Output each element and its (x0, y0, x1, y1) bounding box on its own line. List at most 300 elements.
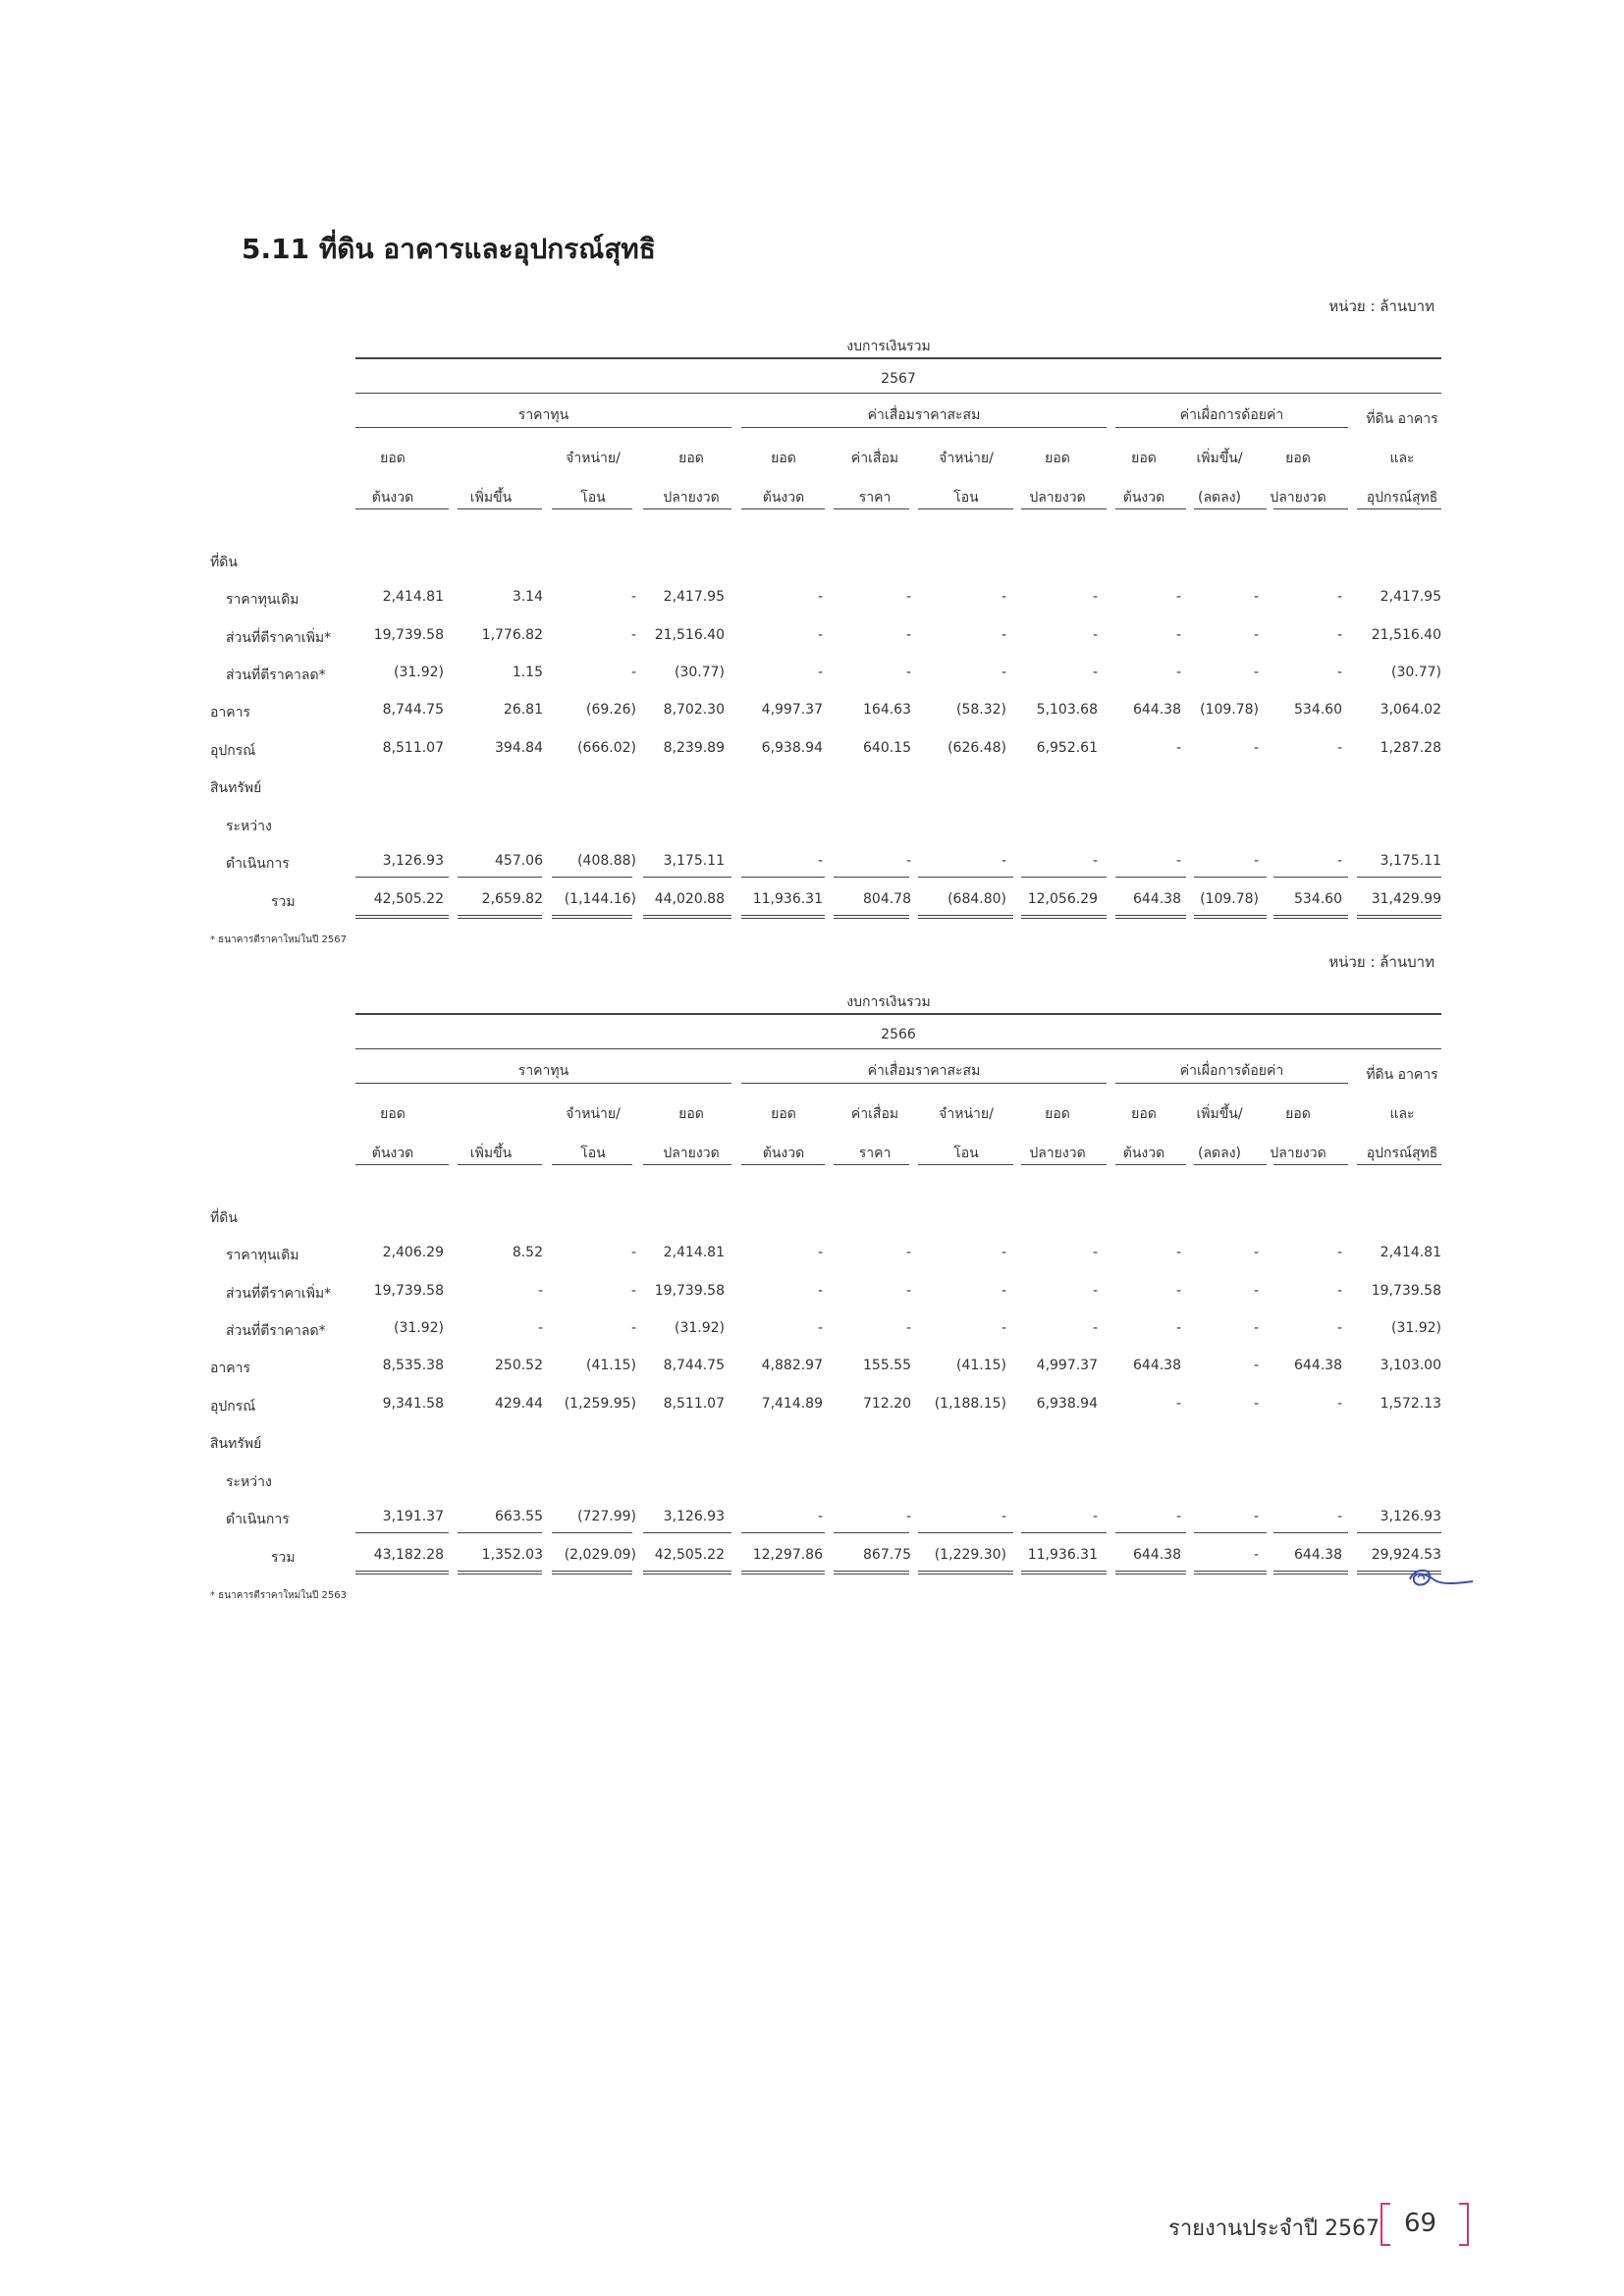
table-cell: 8,702.30 (663, 702, 725, 718)
column-header-line-1: ยอด (1285, 451, 1311, 466)
table-cell: 42,505.22 (373, 891, 444, 907)
total-double-rule (1357, 915, 1441, 919)
year-label: 2567 (881, 371, 916, 387)
column-header-line-1: เพิ่มขึ้น/ (1196, 451, 1243, 466)
table-cell: - (817, 665, 823, 680)
table-cell: - (1175, 665, 1181, 680)
column-header-rule (355, 1164, 449, 1165)
subtotal-rule (918, 877, 1013, 878)
column-header-rule (643, 508, 731, 509)
column-header-rule (355, 508, 449, 509)
total-double-rule (355, 915, 449, 919)
table-cell: 644.38 (1133, 1547, 1181, 1563)
table-cell: - (1092, 1509, 1098, 1524)
row-label: ดำเนินการ (226, 1512, 290, 1527)
table-cell: - (817, 1320, 823, 1336)
table-cell: - (1092, 1320, 1098, 1336)
table-cell: 31,429.99 (1371, 891, 1441, 907)
subtotal-rule (1115, 877, 1186, 878)
column-header-line-1: ยอด (1131, 451, 1157, 466)
table-cell: 11,936.31 (752, 891, 823, 907)
table-cell: (31.92) (1390, 1320, 1441, 1336)
row-label: ที่ดิน (210, 1210, 238, 1226)
total-double-rule (741, 915, 825, 919)
total-double-rule (1194, 1571, 1267, 1575)
table-cell: 1,572.13 (1380, 1396, 1441, 1412)
table-cell: - (537, 1320, 543, 1336)
total-double-rule (918, 1571, 1013, 1575)
table-cell: - (1092, 589, 1098, 605)
table-cell: - (905, 1245, 911, 1260)
table-cell: (666.02) (577, 740, 636, 756)
row-label: รวม (271, 894, 296, 910)
row-label: อาคาร (210, 1361, 251, 1376)
table-cell: 644.38 (1133, 702, 1181, 718)
table-cell: - (630, 665, 636, 680)
table-cell: - (1253, 665, 1259, 680)
table-cell: 6,938.94 (1036, 1396, 1098, 1412)
column-header-line-2: (ลดลง) (1197, 490, 1242, 506)
column-header-line-1: จำหน่าย/ (566, 451, 621, 466)
table-cell: 429.44 (495, 1396, 543, 1412)
table-cell: - (1336, 589, 1342, 605)
column-header-line-2: ราคา (858, 1146, 892, 1161)
subtotal-rule (1194, 1532, 1267, 1533)
table-cell: 457.06 (495, 853, 543, 869)
table-cell: 712.20 (863, 1396, 911, 1412)
table-cell: 19,739.58 (1371, 1283, 1441, 1299)
column-header-line-1: ยอด (1131, 1106, 1157, 1122)
total-double-rule (918, 915, 1013, 919)
table-cell: - (1092, 1283, 1098, 1299)
column-header-line-2: ปลายงวด (1270, 1146, 1326, 1161)
table-cell: 3,126.93 (663, 1509, 725, 1524)
table-cell: 644.38 (1294, 1547, 1342, 1563)
table-cell: - (630, 1245, 636, 1260)
row-label: อุปกรณ์ (210, 743, 256, 759)
table-cell: - (1336, 1283, 1342, 1299)
table-cell: (109.78) (1200, 702, 1259, 718)
total-double-rule (1021, 915, 1107, 919)
column-header-line-2: ปลายงวด (1029, 490, 1086, 506)
table-cell: - (1253, 1396, 1259, 1412)
column-header-line-1: ยอด (678, 451, 704, 466)
column-header-rule (1194, 1164, 1267, 1165)
statement-title: งบการเงินรวม (846, 339, 931, 354)
column-header-line-2: ปลายงวด (663, 1146, 720, 1161)
year-label: 2566 (881, 1027, 916, 1042)
column-header-rule (1021, 1164, 1107, 1165)
table-cell: 3,175.11 (1380, 853, 1441, 869)
table-cell: 155.55 (863, 1358, 911, 1373)
page-bracket-right (1459, 2203, 1469, 2246)
table-cell: (31.92) (393, 1320, 444, 1336)
column-header-line-2: โอน (580, 490, 606, 506)
group-rule (741, 427, 1107, 428)
table-cell: (41.15) (955, 1358, 1006, 1373)
total-double-rule (458, 915, 542, 919)
total-double-rule (552, 915, 632, 919)
table-cell: 2,406.29 (382, 1245, 444, 1260)
table-cell: 6,938.94 (761, 740, 823, 756)
table-cell: - (817, 1245, 823, 1260)
page-bracket-left (1380, 2203, 1390, 2246)
table-cell: - (1001, 1283, 1006, 1299)
total-double-rule (834, 915, 909, 919)
table-cell: (41.15) (585, 1358, 636, 1373)
column-header-rule (1357, 508, 1441, 509)
group-rule (355, 1083, 731, 1084)
table-cell: 42,505.22 (654, 1547, 725, 1563)
year-rule (355, 393, 1441, 394)
table-cell: 2,659.82 (481, 891, 543, 907)
table-cell: - (1253, 1283, 1259, 1299)
table-cell: 3,191.37 (382, 1509, 444, 1524)
row-label: สินทรัพย์ (210, 780, 262, 796)
subtotal-rule (643, 877, 731, 878)
table-cell: (1,144.16) (564, 891, 636, 907)
table-cell: - (905, 1509, 911, 1524)
subtotal-rule (458, 1532, 542, 1533)
row-label: ส่วนที่ตีราคาเพิ่ม* (226, 630, 332, 646)
table-cell: - (1253, 1547, 1259, 1563)
column-header-line-2: (ลดลง) (1197, 1146, 1242, 1161)
column-header-line-1: ยอด (678, 1106, 704, 1122)
group-header: ค่าเผื่อการด้อยค่า (1179, 1063, 1284, 1079)
net-header-line-3: อุปกรณ์สุทธิ (1366, 1146, 1438, 1161)
table-cell: 26.81 (503, 702, 543, 718)
table-cell: - (1175, 740, 1181, 756)
table-cell: (684.80) (947, 891, 1006, 907)
table-cell: 640.15 (863, 740, 911, 756)
total-double-rule (1273, 1571, 1348, 1575)
total-double-rule (834, 1571, 909, 1575)
group-rule (355, 427, 731, 428)
table-cell: 3,175.11 (663, 853, 725, 869)
total-double-rule (1194, 915, 1267, 919)
table-cell: - (817, 1283, 823, 1299)
subtotal-rule (1273, 877, 1348, 878)
table-cell: 1,776.82 (481, 627, 543, 643)
table-cell: 1,287.28 (1380, 740, 1441, 756)
group-header: ราคาทุน (517, 1063, 569, 1079)
column-header-line-1: ค่าเสื่อม (850, 451, 899, 466)
total-double-rule (643, 915, 731, 919)
column-header-line-2: ปลายงวด (1029, 1146, 1086, 1161)
unit-label: หน่วย : ล้านบาท (1328, 953, 1435, 971)
subtotal-rule (552, 1532, 632, 1533)
total-double-rule (458, 1571, 542, 1575)
table-cell: 5,103.68 (1036, 702, 1098, 718)
column-header-line-2: โอน (580, 1146, 606, 1161)
subtotal-rule (1021, 877, 1107, 878)
group-header: ค่าเสื่อมราคาสะสม (867, 407, 981, 423)
row-label: ระหว่าง (226, 1474, 272, 1490)
column-header-rule (1115, 1164, 1186, 1165)
page-number: 69 (1404, 2209, 1437, 2238)
table-cell: 394.84 (495, 740, 543, 756)
column-header-line-2: เพิ่มขึ้น (469, 1146, 513, 1161)
table-cell: - (905, 1283, 911, 1299)
table-cell: 8,239.89 (663, 740, 725, 756)
subtotal-rule (458, 877, 542, 878)
table-cell: - (1001, 589, 1006, 605)
column-header-rule (1115, 508, 1186, 509)
column-header-line-2: เพิ่มขึ้น (469, 490, 513, 506)
footnote: * ธนาคารตีราคาใหม่ในปี 2563 (210, 1590, 347, 1601)
table-cell: - (1092, 665, 1098, 680)
column-header-line-1: จำหน่าย/ (939, 1106, 994, 1122)
column-header-line-2: ราคา (858, 490, 892, 506)
table-cell: 8.52 (512, 1245, 543, 1260)
table-cell: 44,020.88 (654, 891, 725, 907)
subtotal-rule (918, 1532, 1013, 1533)
table-cell: - (1001, 627, 1006, 643)
table-cell: (2,029.09) (564, 1547, 636, 1563)
table-cell: - (1001, 1245, 1006, 1260)
subtotal-rule (355, 1532, 449, 1533)
table-cell: - (537, 1283, 543, 1299)
row-label: ระหว่าง (226, 819, 272, 834)
table-cell: - (817, 1509, 823, 1524)
total-double-rule (552, 1571, 632, 1575)
column-header-rule (741, 1164, 825, 1165)
table-cell: (626.48) (947, 740, 1006, 756)
group-header: ค่าเผื่อการด้อยค่า (1179, 407, 1284, 423)
table-cell: 2,417.95 (663, 589, 725, 605)
column-header-line-2: ต้นงวด (1122, 1146, 1165, 1161)
column-header-rule (918, 508, 1013, 509)
net-header-line-2: และ (1389, 451, 1415, 466)
column-header-line-2: ต้นงวด (762, 1146, 805, 1161)
table-cell: 4,997.37 (761, 702, 823, 718)
table-cell: 21,516.40 (1371, 627, 1441, 643)
table-cell: - (1253, 740, 1259, 756)
table-cell: (727.99) (577, 1509, 636, 1524)
total-double-rule (643, 1571, 731, 1575)
table-cell: (1,229.30) (934, 1547, 1006, 1563)
table-cell: 19,739.58 (654, 1283, 725, 1299)
net-header-line-1: ที่ดิน อาคาร (1366, 411, 1438, 427)
footnote: * ธนาคารตีราคาใหม่ในปี 2567 (210, 934, 347, 945)
table-cell: 43,182.28 (373, 1547, 444, 1563)
statement-rule (355, 1013, 1441, 1015)
subtotal-rule (834, 877, 909, 878)
table-cell: 867.75 (863, 1547, 911, 1563)
table-cell: - (1336, 665, 1342, 680)
column-header-rule (1273, 1164, 1348, 1165)
column-header-rule (643, 1164, 731, 1165)
column-header-line-1: ยอด (1285, 1106, 1311, 1122)
table-cell: - (1001, 665, 1006, 680)
table-cell: - (1336, 627, 1342, 643)
table-cell: (109.78) (1200, 891, 1259, 907)
table-cell: - (1175, 589, 1181, 605)
column-header-line-2: ต้นงวด (1122, 490, 1165, 506)
table-cell: (31.92) (674, 1320, 725, 1336)
column-header-line-2: ต้นงวด (762, 490, 805, 506)
total-double-rule (355, 1571, 449, 1575)
table-cell: 804.78 (863, 891, 911, 907)
table-cell: - (905, 627, 911, 643)
net-header-line-1: ที่ดิน อาคาร (1366, 1067, 1438, 1083)
subtotal-rule (741, 1532, 825, 1533)
column-header-rule (552, 1164, 632, 1165)
table-cell: - (1336, 1396, 1342, 1412)
table-cell: - (1092, 627, 1098, 643)
table-cell: - (1336, 1509, 1342, 1524)
row-label: อุปกรณ์ (210, 1399, 256, 1415)
table-cell: 11,936.31 (1027, 1547, 1098, 1563)
row-label: ส่วนที่ตีราคาลด* (226, 1323, 326, 1339)
column-header-rule (552, 508, 632, 509)
table-cell: 8,744.75 (663, 1358, 725, 1373)
table-cell: 12,056.29 (1027, 891, 1098, 907)
table-cell: 1,352.03 (481, 1547, 543, 1563)
table-cell: 2,414.81 (382, 589, 444, 605)
table-cell: - (1336, 740, 1342, 756)
table-cell: - (817, 589, 823, 605)
table-cell: 8,511.07 (382, 740, 444, 756)
column-header-line-1: ยอด (771, 451, 796, 466)
table-cell: 3,064.02 (1380, 702, 1441, 718)
column-header-line-2: ปลายงวด (1270, 490, 1326, 506)
table-cell: (69.26) (585, 702, 636, 718)
table-cell: 8,511.07 (663, 1396, 725, 1412)
table-cell: - (630, 589, 636, 605)
table-cell: - (630, 627, 636, 643)
table-cell: (408.88) (577, 853, 636, 869)
column-header-line-1: ยอด (380, 451, 406, 466)
column-header-line-2: ต้นงวด (371, 1146, 414, 1161)
row-label: ดำเนินการ (226, 856, 290, 872)
subtotal-rule (1194, 877, 1267, 878)
total-double-rule (741, 1571, 825, 1575)
table-cell: - (1001, 1509, 1006, 1524)
column-header-line-2: ปลายงวด (663, 490, 720, 506)
subtotal-rule (741, 877, 825, 878)
table-cell: 3.14 (512, 589, 543, 605)
table-cell: - (1175, 1320, 1181, 1336)
column-header-line-1: เพิ่มขึ้น/ (1196, 1106, 1243, 1122)
net-header-line-3: อุปกรณ์สุทธิ (1366, 490, 1438, 506)
table-cell: - (1253, 1509, 1259, 1524)
table-cell: 29,924.53 (1371, 1547, 1441, 1563)
table-cell: (1,259.95) (564, 1396, 636, 1412)
table-cell: 644.38 (1294, 1358, 1342, 1373)
statement-rule (355, 357, 1441, 359)
table-cell: 8,535.38 (382, 1358, 444, 1373)
table-cell: - (1175, 1245, 1181, 1260)
table-cell: - (1001, 853, 1006, 869)
table-cell: 12,297.86 (752, 1547, 823, 1563)
table-cell: - (1253, 1245, 1259, 1260)
total-double-rule (1115, 1571, 1186, 1575)
table-cell: (30.77) (1390, 665, 1441, 680)
group-rule (741, 1083, 1107, 1084)
table-cell: 4,882.97 (761, 1358, 823, 1373)
subtotal-rule (1273, 1532, 1348, 1533)
table-cell: 6,952.61 (1036, 740, 1098, 756)
table-cell: (31.92) (393, 665, 444, 680)
table-cell: 2,417.95 (1380, 589, 1441, 605)
table-cell: - (817, 627, 823, 643)
subtotal-rule (643, 1532, 731, 1533)
total-double-rule (1021, 1571, 1107, 1575)
table-cell: 644.38 (1133, 891, 1181, 907)
table-cell: 2,414.81 (663, 1245, 725, 1260)
row-label: ส่วนที่ตีราคาลด* (226, 667, 326, 683)
subtotal-rule (355, 877, 449, 878)
table-cell: 19,739.58 (373, 627, 444, 643)
subtotal-rule (1021, 1532, 1107, 1533)
row-label: ที่ดิน (210, 555, 238, 570)
table-cell: 8,744.75 (382, 702, 444, 718)
group-header: ราคาทุน (517, 407, 569, 423)
row-label: อาคาร (210, 705, 251, 721)
column-header-rule (458, 1164, 542, 1165)
table-cell: - (1336, 1245, 1342, 1260)
table-cell: - (1175, 1283, 1181, 1299)
table-cell: - (1175, 1396, 1181, 1412)
column-header-line-1: ยอด (1045, 1106, 1070, 1122)
table-cell: (1,188.15) (934, 1396, 1006, 1412)
page-title: 5.11 ที่ดิน อาคารและอุปกรณ์สุทธิ (242, 233, 656, 265)
column-header-rule (458, 508, 542, 509)
table-cell: - (817, 853, 823, 869)
table-cell: - (1001, 1320, 1006, 1336)
table-cell: - (1175, 1509, 1181, 1524)
footer-report-title: รายงานประจำปี 2567 (1168, 2216, 1380, 2241)
year-rule (355, 1048, 1441, 1049)
subtotal-rule (1357, 1532, 1441, 1533)
signature-mark (1404, 1564, 1483, 1593)
subtotal-rule (1357, 877, 1441, 878)
group-header: ค่าเสื่อมราคาสะสม (867, 1063, 981, 1079)
column-header-rule (1194, 508, 1267, 509)
column-header-line-1: จำหน่าย/ (939, 451, 994, 466)
table-cell: 19,739.58 (373, 1283, 444, 1299)
column-header-line-1: จำหน่าย/ (566, 1106, 621, 1122)
column-header-rule (741, 508, 825, 509)
table-cell: - (1253, 1358, 1259, 1373)
column-header-rule (1021, 508, 1107, 509)
table-cell: 9,341.58 (382, 1396, 444, 1412)
column-header-rule (918, 1164, 1013, 1165)
group-rule (1115, 1083, 1348, 1084)
table-cell: - (905, 589, 911, 605)
row-label: ราคาทุนเดิม (226, 1248, 299, 1263)
column-header-rule (1273, 508, 1348, 509)
table-cell: - (1253, 589, 1259, 605)
column-header-rule (1357, 1164, 1441, 1165)
table-cell: - (1092, 1245, 1098, 1260)
table-cell: 7,414.89 (761, 1396, 823, 1412)
subtotal-rule (1115, 1532, 1186, 1533)
column-header-line-1: ยอด (771, 1106, 796, 1122)
table-cell: 2,414.81 (1380, 1245, 1441, 1260)
table-cell: - (1253, 853, 1259, 869)
table-cell: - (905, 853, 911, 869)
table-cell: 663.55 (495, 1509, 543, 1524)
row-label: รวม (271, 1550, 296, 1566)
column-header-line-1: ค่าเสื่อม (850, 1106, 899, 1122)
column-header-line-1: ยอด (1045, 451, 1070, 466)
table-cell: 644.38 (1133, 1358, 1181, 1373)
table-cell: 4,997.37 (1036, 1358, 1098, 1373)
row-label: สินทรัพย์ (210, 1436, 262, 1452)
unit-label: หน่วย : ล้านบาท (1328, 297, 1435, 315)
